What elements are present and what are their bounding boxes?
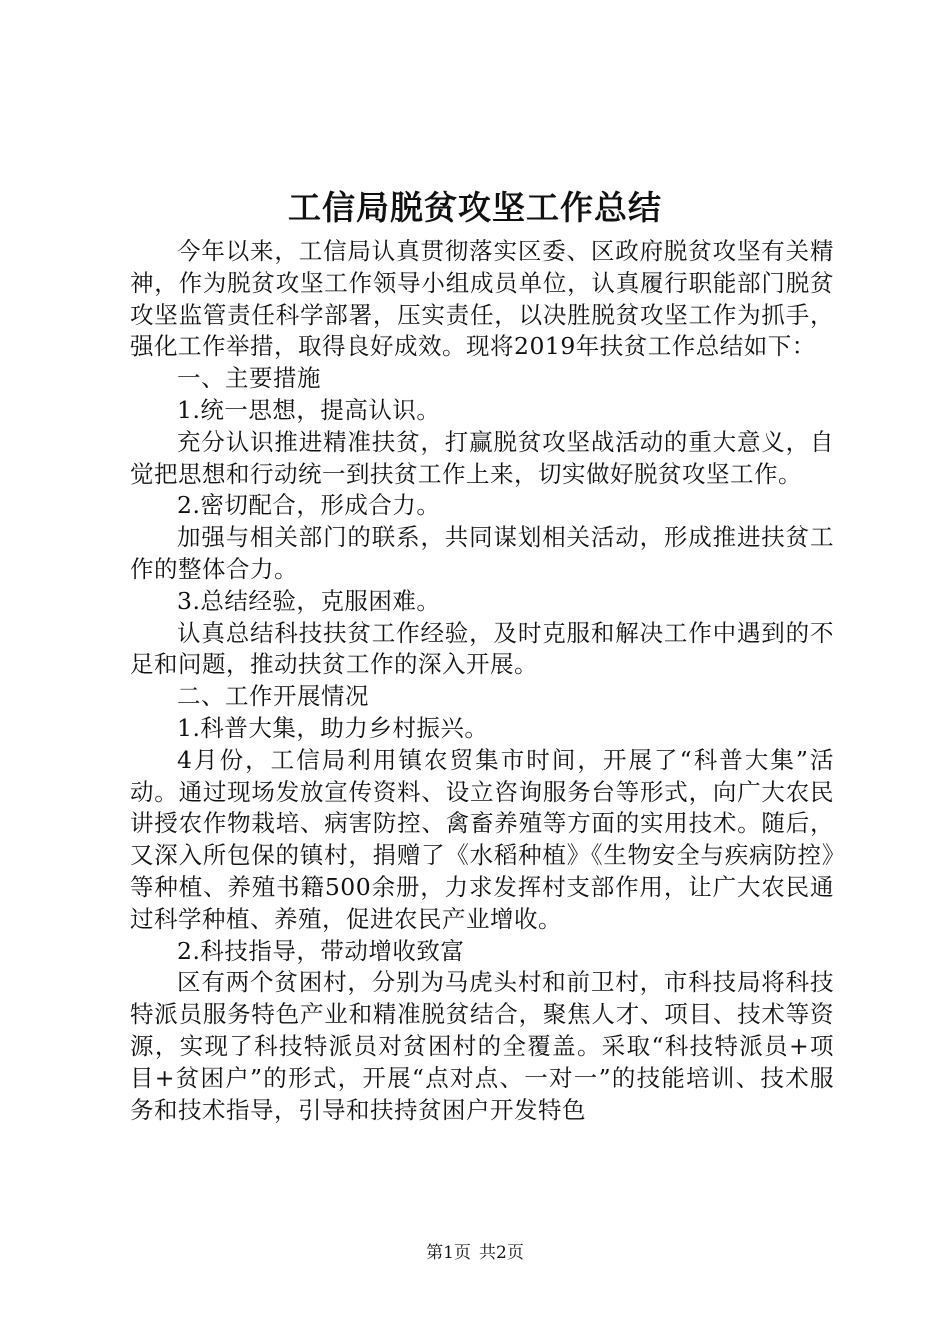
paragraph-2-2: 区有两个贫困村，分别为马虎头村和前卫村，市科技局将科技特派员服务特色产业和精准脱贫结合，聚焦人才、项目、技术等资源，实现了科技特派员对贫困村的全覆盖。采取“科技特派员+项目+贫困户”的形式，开展“点对点、一对一”的技能培训、技术服务和技术指导，引导和扶持贫困户开发特色 bbox=[130, 968, 834, 1124]
paragraph-1-2: 加强与相关部门的联系，共同谋划相关活动，形成推进扶贫工作的整体合力。 bbox=[130, 523, 834, 583]
page-footer bbox=[0, 1242, 950, 1264]
paragraph-2-1: 4月份，工信局利用镇农贸集市时间，开展了“科普大集”活动。通过现场发放宣传资料、设立咨询服务台等形式，向广大农民讲授农作物栽培、病害防控、禽畜养殖等方面的实用技术。随后，又深入所包保的镇村，捐赠了《水稻种植》《生物安全与疾病防控》等种植、养殖书籍500余册，力求发挥村支部作用，让广大农民通过科学种植、养殖，促进农民产业增收。 bbox=[130, 745, 834, 933]
page-number-total: 共2页 bbox=[479, 1243, 524, 1263]
section-heading-2: 二、工作开展情况 bbox=[177, 682, 369, 711]
subheading-1-3: 3.总结经验，克服困难。 bbox=[177, 586, 441, 615]
intro-paragraph: 今年以来，工信局认真贯彻落实区委、区政府脱贫攻坚有关精神，作为脱贫攻坚工作领导小组成员单位，认真履行职能部门脱贫攻坚监管责任科学部署，压实责任，以决胜脱贫攻坚工作为抓手，强化工作举措，取得良好成效。现将2019年扶贫工作总结如下： bbox=[130, 237, 834, 361]
subheading-2-2: 2.科技指导，带动增收致富 bbox=[177, 936, 465, 965]
paragraph-1-3: 认真总结科技扶贫工作经验，及时克服和解决工作中遇到的不足和问题，推动扶贫工作的深入开展。 bbox=[130, 618, 834, 679]
page-number-current: 第1页 bbox=[426, 1243, 471, 1263]
paragraph-1-1: 充分认识推进精准扶贫，打赢脱贫攻坚战活动的重大意义，自觉把思想和行动统一到扶贫工作上来，切实做好脱贫攻坚工作。 bbox=[130, 427, 834, 488]
subheading-1-1: 1.统一思想，提高认识。 bbox=[177, 395, 441, 424]
subheading-2-1: 1.科普大集，助力乡村振兴。 bbox=[177, 713, 489, 742]
document-body bbox=[130, 236, 834, 1126]
section-heading-1: 一、主要措施 bbox=[177, 364, 321, 393]
subheading-1-2: 2.密切配合，形成合力。 bbox=[177, 491, 441, 520]
document-title: 工信局脱贫攻坚工作总结 bbox=[288, 188, 662, 227]
